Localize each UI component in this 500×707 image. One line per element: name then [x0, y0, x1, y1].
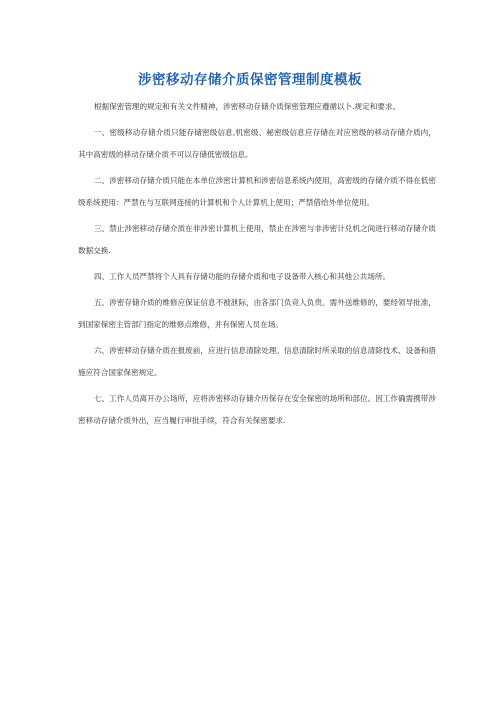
document-body	[78, 96, 436, 436]
paragraph-intro: 根据保密管理的规定和有关文件精神，涉密移动存储介质保密管理应遵循以卜.规定和要求。	[93, 102, 401, 111]
paragraph-rule-6: 六、涉密移动存储介质在报废前，应进行信息清除处理。信息清除时所采取的信息清除技术、设备和措施应符合国家保密规定。	[78, 346, 436, 377]
paragraph-rule-7: 七、工作人员离开办公场所，应将涉密移动存储介历保存在安全保密的场所和部位。因工作确需携带涉密移动存储介质外出，应当履行审批手续，符合有关保密要求.	[78, 394, 436, 425]
paragraph-rule-4: 四、工作人员严禁将个人具有存储功能的存储介质和电子设备带入核心和其他公共场所。	[93, 272, 391, 281]
paragraph-rule-5: 五、涉密存储介质的维修应保证信息不被泄际，由各部门负竞人负贵。需外送维修的，要经领导批准，到国家保密主管部门指定的维修点维修，并有保密人员在场。	[78, 298, 436, 329]
document-title: 涉密移动存储介质保密管理制度模板	[138, 72, 362, 88]
paragraph-rule-2: 二、涉密移动存储介质只能在本单位涉密计算机和涉密信息系统内使用，高密级的存储介质不得在低密级系统使用：严禁在与互联网连接的计算机和个人计算机上使用；严禁借给外单位使用。	[78, 176, 436, 207]
paragraph-rule-1: 一、密级移动存储介质只能存储密级信息,机密级、秘密级信息应存储在对应密级的移动存储介质内，其中高密级的移动存储介质不可以存储低密级信息。	[78, 128, 436, 159]
paragraph-rule-3: 三、禁止涉密移动存储介质在非涉密计算机上使用，禁止在涉密与非涉密计兑机之间进行移动存储介质数据交换.	[78, 224, 436, 255]
